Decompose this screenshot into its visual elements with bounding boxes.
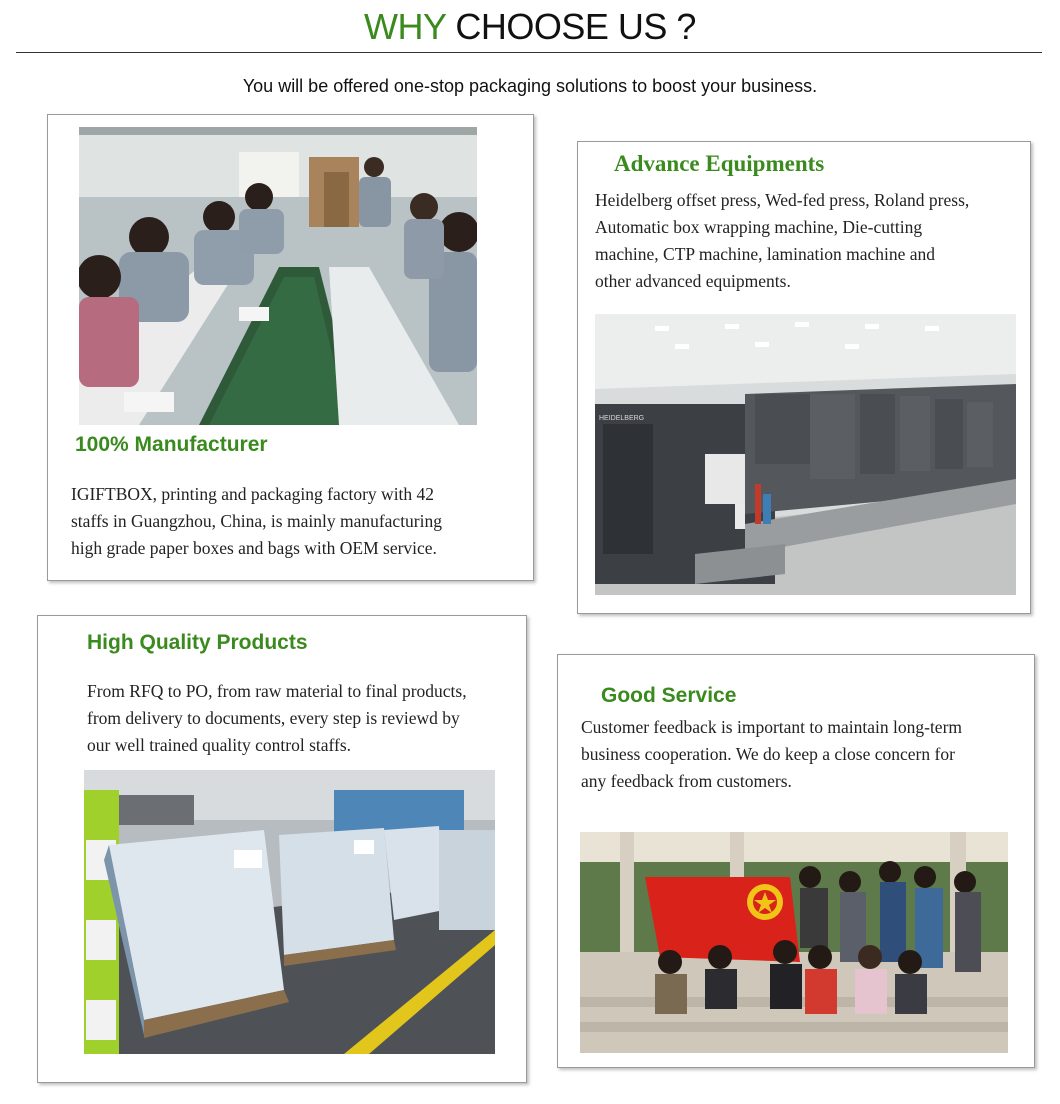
page-title xyxy=(0,6,1060,48)
manufacturer-title: 100% Manufacturer xyxy=(75,433,268,456)
text-line: any feedback from customers. xyxy=(581,771,792,791)
text-line: From RFQ to PO, from raw material to final products, xyxy=(87,681,467,701)
page-subtitle: You will be offered one-stop packaging solutions to boost your business. xyxy=(242,76,818,96)
printing-press-photo xyxy=(595,314,1016,595)
text-line: high grade paper boxes and bags with OEM service. xyxy=(71,538,437,558)
machine-brand-label: HEIDELBERG xyxy=(599,415,645,422)
quality-title: High Quality Products xyxy=(87,631,308,654)
text-line: machine, CTP machine, lamination machine and xyxy=(595,244,936,264)
equipment-text xyxy=(595,187,1031,295)
text-line: our well trained quality control staffs. xyxy=(87,735,352,755)
panel-manufacturer xyxy=(47,114,534,581)
panel-quality xyxy=(37,615,527,1083)
text-line: other advanced equipments. xyxy=(595,271,791,291)
text-line: IGIFTBOX, printing and packaging factory with 42 xyxy=(71,484,435,504)
service-title: Good Service xyxy=(601,684,737,707)
text-line: business cooperation. We do keep a close concern for xyxy=(581,744,955,764)
team-group-photo xyxy=(580,832,1008,1053)
manufacturer-text xyxy=(71,481,531,562)
title-rest: CHOOSE US ? xyxy=(455,6,696,47)
quality-text xyxy=(87,678,527,759)
panel-service xyxy=(557,654,1035,1068)
equipment-title: Advance Equipments xyxy=(614,151,825,176)
title-why: WHY xyxy=(364,6,446,47)
factory-workers-photo xyxy=(79,127,477,425)
title-divider xyxy=(16,52,1042,53)
text-line: Heidelberg offset press, Wed-fed press, Roland press, xyxy=(595,190,970,210)
warehouse-products-photo xyxy=(84,770,495,1054)
text-line: Customer feedback is important to maintain long-term xyxy=(581,717,963,737)
text-line: Automatic box wrapping machine, Die-cutting xyxy=(595,217,923,237)
text-line: staffs in Guangzhou, China, is mainly manufacturing xyxy=(71,511,442,531)
service-text xyxy=(581,714,1033,795)
text-line: from delivery to documents, every step is reviewd by xyxy=(87,708,460,728)
panel-equipment xyxy=(577,141,1031,614)
